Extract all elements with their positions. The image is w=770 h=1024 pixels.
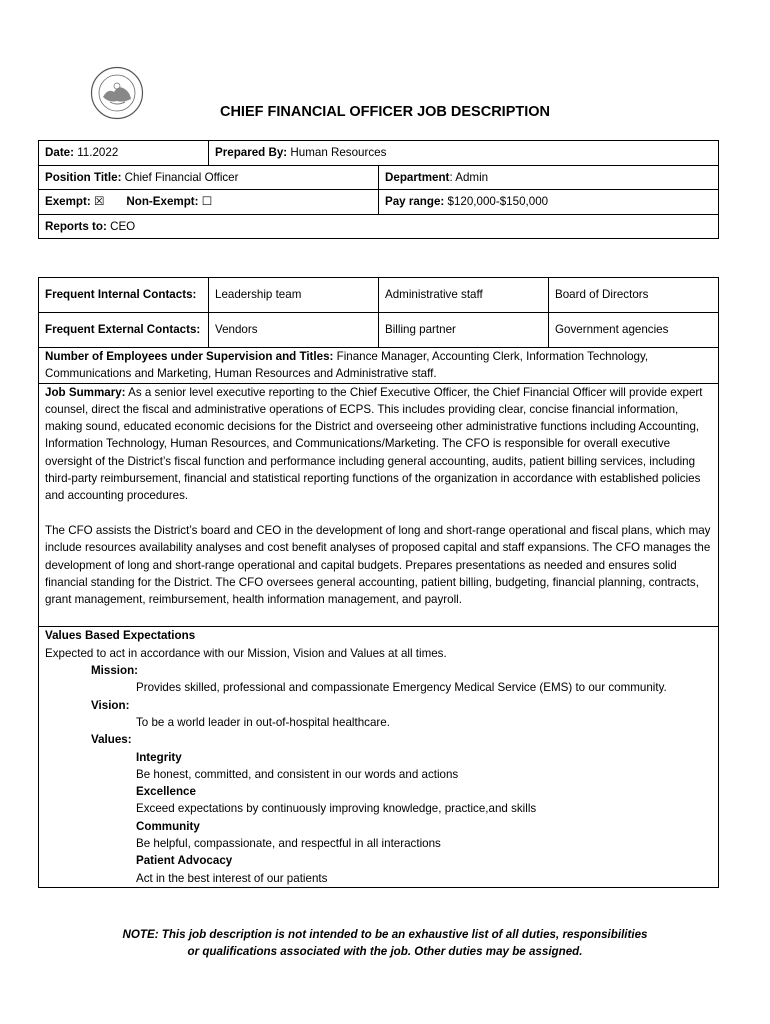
date-label: Date: [45, 146, 74, 160]
value-name: Excellence [136, 785, 196, 799]
mission-label: Mission: [91, 664, 139, 678]
position-row [39, 165, 719, 190]
prepared-by-label: Prepared By: [215, 146, 288, 160]
exempt-row [39, 190, 719, 215]
value-name: Community [136, 819, 200, 833]
non-exempt-label: Non-Exempt: [126, 195, 199, 209]
reports-to-cell [39, 214, 719, 239]
exempt-checkbox[interactable]: ☒ [90, 195, 105, 209]
employees-cell [39, 348, 719, 384]
non-exempt-checkbox[interactable]: ☐ [198, 195, 213, 209]
date-value: 11.2022 [74, 146, 119, 160]
values-intro: Expected to act in accordance with our Mission, Vision and Values at all times. [45, 646, 447, 660]
employees-row [39, 348, 719, 384]
disclaimer-line: NOTE: This job description is not intended to be an exhaustive list of all duties, responsibilities [122, 928, 648, 941]
job-info-table [38, 140, 719, 239]
department-label: Department [385, 170, 450, 184]
external-contact: Billing partner [379, 313, 549, 348]
job-summary-paragraph [45, 384, 712, 505]
reports-to-label: Reports to: [45, 219, 107, 233]
details-table [38, 277, 719, 888]
values-row [39, 627, 719, 887]
value-text: Act in the best interest of our patients [136, 871, 328, 885]
department-value: : Admin [449, 170, 489, 184]
job-summary-label: Job Summary: [45, 385, 126, 399]
mission-text: Provides skilled, professional and compassionate Emergency Medical Service (EMS) to our community. [136, 681, 667, 695]
external-contact: Vendors [209, 313, 379, 348]
pay-range-value: $120,000-$150,000 [444, 195, 549, 209]
value-name: Integrity [136, 750, 182, 764]
employees-label: Number of Employees under Supervision and Titles: [45, 350, 334, 363]
exempt-label: Exempt: [45, 195, 91, 209]
value-name: Patient Advocacy [136, 854, 233, 868]
department-cell [379, 165, 719, 190]
external-contact: Government agencies [549, 313, 719, 348]
position-title-cell [39, 165, 379, 190]
external-contacts-label: Frequent External Contacts: [39, 313, 209, 348]
internal-contacts-label: Frequent Internal Contacts: [39, 278, 209, 313]
job-summary-cell [39, 383, 719, 627]
values-cell [39, 627, 719, 887]
date-row [39, 141, 719, 166]
internal-contact: Administrative staff [379, 278, 549, 313]
job-summary-paragraph-2: The CFO assists the District’s board and CEO in the development of long and short-range operational and fiscal plans, which may include resources availability analyses and cost benefit analyses of proposed capital and staff expansions. The CFO manages the development of long and short-range operational and capital budgets. Prepares presentations as needed and ensures solid financial standing for the District. The CFO oversees general accounting, patient billing, budgeting, financial planning, contracts, grant management, reimbursement, health information management, and payroll. [45, 523, 711, 607]
employees-value: Finance Manager, Accounting Clerk, Information Technology, Communications and Marketing, Human Resources and Administrative staff. [45, 350, 649, 381]
internal-contact: Leadership team [209, 278, 379, 313]
exempt-cell [39, 190, 379, 215]
page-title: CHIEF FINANCIAL OFFICER JOB DESCRIPTION [219, 104, 551, 120]
disclaimer-note [0, 926, 770, 961]
date-cell [39, 141, 209, 166]
value-text: Be honest, committed, and consistent in our words and actions [136, 767, 459, 781]
vision-label: Vision: [91, 698, 130, 712]
position-title-value: Chief Financial Officer [121, 170, 239, 184]
value-text: Be helpful, compassionate, and respectful in all interactions [136, 837, 441, 851]
values-heading: Values Based Expectations [45, 629, 196, 643]
value-text: Exceed expectations by continuously improving knowledge, practice,and skills [136, 802, 537, 816]
reports-row [39, 214, 719, 239]
external-contacts-row [39, 313, 719, 348]
position-title-label: Position Title: [45, 170, 122, 184]
reports-to-value: CEO [106, 219, 136, 233]
job-summary-text: As a senior level executive reporting to the Chief Executive Officer, the Chief Financial Officer will provide expert counsel, direct the fiscal and administrative operations of ECPS. This includes providing clear, concise financial information, making sound, educated economic decisions for the District and overseeing other administrative functions including Accounting, Information Technology, Human Resources, and Communications/Marketing. The CFO is responsible for overall executive oversight of the District’s fiscal function and performance including general accounting, audits, patient billing services, including third-party reimbursement, financial and statistical reporting functions of the organization in accordance with established policies and accounting procedures. [45, 385, 703, 503]
vision-text: To be a world leader in out-of-hospital healthcare. [136, 715, 390, 729]
pay-range-cell [379, 190, 719, 215]
prepared-by-value: Human Resources [287, 146, 387, 160]
values-label: Values: [91, 733, 132, 747]
prepared-by-cell [209, 141, 719, 166]
pay-range-label: Pay range: [385, 195, 445, 209]
internal-contacts-row [39, 278, 719, 313]
disclaimer-line: or qualifications associated with the job. Other duties may be assigned. [187, 945, 583, 959]
job-summary-row [39, 383, 719, 627]
internal-contact: Board of Directors [549, 278, 719, 313]
